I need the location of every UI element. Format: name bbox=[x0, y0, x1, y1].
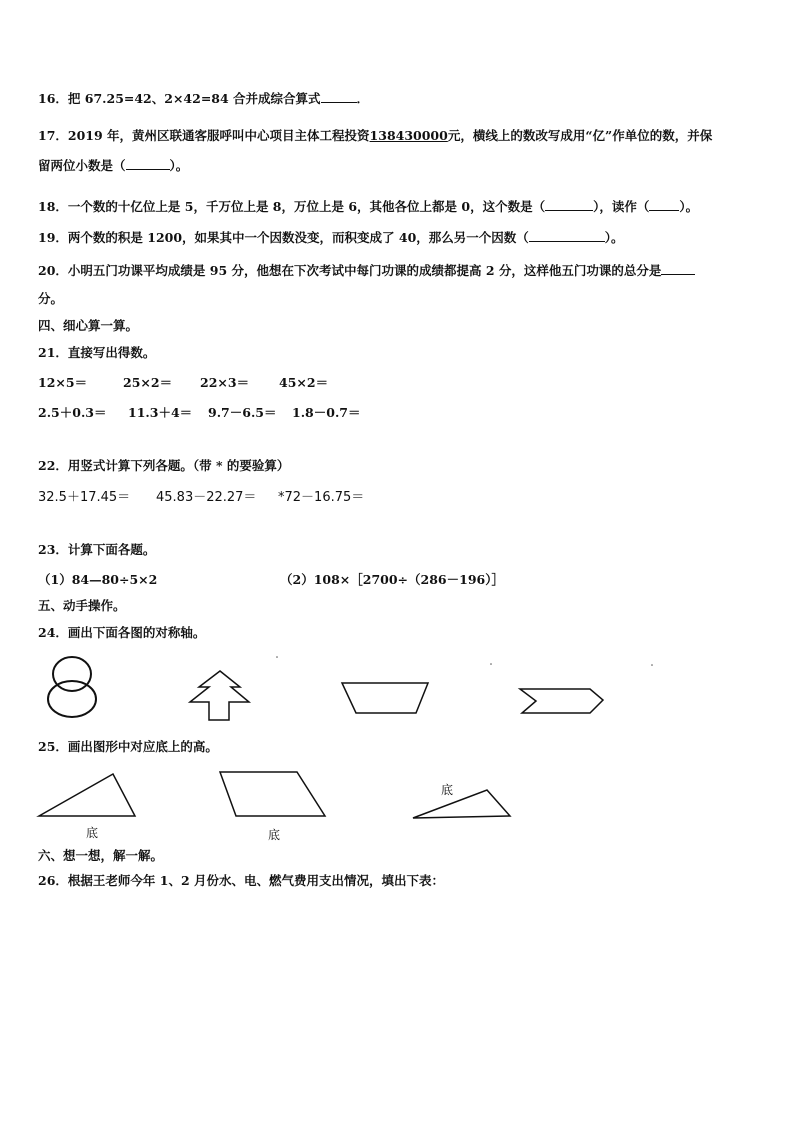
section-6-heading: 六、想一想，解一解。 bbox=[38, 848, 164, 863]
q18-reading-blank[interactable] bbox=[649, 198, 679, 211]
q21-row2-item-1: 2.5＋0.3＝ bbox=[38, 405, 107, 420]
q16-text: 16．把 67.25=42、2×42=84 合并成综合算式 bbox=[38, 91, 321, 106]
q25-triangle-1 bbox=[39, 774, 135, 816]
q17-text-d: ）。 bbox=[169, 158, 189, 173]
q21-row1-item-2: 25×2＝ bbox=[123, 375, 173, 390]
q22-item-3: *72－16.75＝ bbox=[278, 490, 365, 505]
question-18 bbox=[38, 198, 698, 215]
q25-base-label-1: 底 bbox=[86, 826, 99, 840]
q25-base-label-2: 底 bbox=[268, 828, 281, 842]
question-23-title: 23．计算下面各题。 bbox=[38, 542, 156, 557]
q22-item-2: 45.83－22.27＝ bbox=[156, 490, 257, 505]
question-22-title: 22．用竖式计算下列各题。（带 * 的要验算） bbox=[38, 458, 290, 473]
q19-text-a: 19．两个数的积是 1200，如果其中一个因数没变，而积变成了 40，那么另一个因数（ bbox=[38, 230, 529, 245]
q17-text-a: 17．2019 年，黄州区联通客服呼叫中心项目主体工程投资 bbox=[38, 128, 370, 143]
q21-row2-item-3: 9.7－6.5＝ bbox=[208, 405, 277, 420]
q16-tail: ． bbox=[356, 91, 370, 106]
q25-triangle-2 bbox=[413, 790, 510, 818]
q19-text-b: ）。 bbox=[604, 230, 624, 245]
q17-text-c: 留两位小数是（ bbox=[38, 158, 126, 173]
figure-tree-shape bbox=[190, 671, 249, 720]
q20-unit: 分。 bbox=[38, 291, 64, 306]
q24-figures bbox=[40, 652, 660, 732]
section-4-heading: 四、细心算一算。 bbox=[38, 318, 139, 333]
figure-trapezoid-shape bbox=[342, 683, 428, 713]
q17-answer-blank[interactable] bbox=[126, 157, 170, 170]
q19-answer-blank[interactable] bbox=[529, 229, 605, 242]
q21-row1-item-1: 12×5＝ bbox=[38, 375, 88, 390]
question-25-title: 25．画出图形中对应底上的高。 bbox=[38, 739, 218, 754]
figure-eight-shape bbox=[48, 657, 96, 717]
q21-row1-item-3: 22×3＝ bbox=[200, 375, 250, 390]
q18-text-a: 18．一个数的十亿位上是 5，千万位上是 8，万位上是 6，其他各位上都是 0，这个数是（ bbox=[38, 199, 546, 214]
q20-answer-blank[interactable] bbox=[661, 262, 695, 275]
q22-item-1: 32.5＋17.45＝ bbox=[38, 490, 131, 505]
question-19 bbox=[38, 229, 624, 246]
question-20-line-1 bbox=[38, 262, 695, 279]
q21-row2-item-2: 11.3＋4＝ bbox=[128, 405, 193, 420]
q18-number-blank[interactable] bbox=[545, 198, 593, 211]
question-21-title: 21．直接写出得数。 bbox=[38, 345, 156, 360]
q17-underlined-number: 138430000 bbox=[369, 128, 448, 143]
q17-text-b: 元，横线上的数改写成用“亿”作单位的数，并保 bbox=[447, 128, 713, 143]
q25-parallelogram bbox=[220, 772, 325, 816]
q21-row1-item-4: 45×2＝ bbox=[279, 375, 329, 390]
q16-answer-blank[interactable] bbox=[321, 90, 357, 103]
q23-item-1: （1）84—80÷5×2 bbox=[38, 572, 158, 587]
question-17-line-1 bbox=[38, 128, 712, 144]
q25-base-label-3: 底 bbox=[441, 783, 454, 797]
q23-item-2: （2）108×［2700÷（286－196）］ bbox=[280, 572, 504, 587]
q21-row2-item-4: 1.8－0.7＝ bbox=[292, 405, 361, 420]
q18-text-c: ）。 bbox=[679, 199, 699, 214]
question-16 bbox=[38, 90, 369, 107]
question-20-line-2 bbox=[38, 291, 63, 307]
q18-text-b: ），读作（ bbox=[593, 199, 650, 214]
section-5-heading: 五、动手操作。 bbox=[38, 598, 126, 613]
question-24-title: 24．画出下面各图的对称轴。 bbox=[38, 625, 206, 640]
question-17-line-2 bbox=[38, 157, 188, 174]
q20-text: 20．小明五门功课平均成绩是 95 分，他想在下次考试中每门功课的成绩都提高 2 分，这样他五门功课的总分是 bbox=[38, 263, 662, 278]
figure-arrow-shape bbox=[520, 689, 603, 713]
question-26-title: 26．根据王老师今年 1、2 月份水、电、燃气费用支出情况，填出下表： bbox=[38, 873, 444, 888]
